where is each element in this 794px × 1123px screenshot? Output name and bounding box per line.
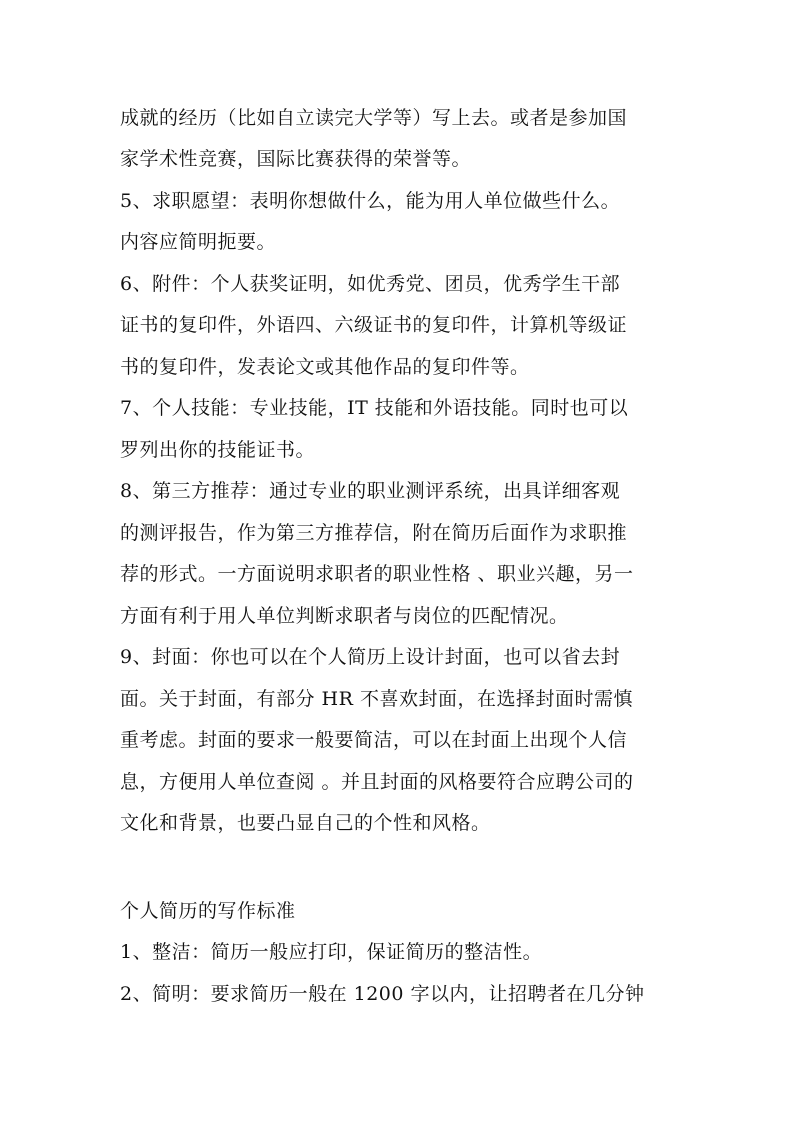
text-line: 内容应简明扼要。	[120, 231, 277, 253]
section-heading: 个人简历的写作标准	[120, 900, 296, 922]
text-line: 重考虑。封面的要求一般要简洁，可以在封面上出现个人信	[120, 729, 628, 751]
text-line: 书的复印件，发表论文或其他作品的复印件等。	[120, 356, 530, 378]
text-line: 1、整洁：简历一般应打印，保证简历的整洁性。	[120, 941, 543, 963]
text-line: 8、第三方推荐：通过专业的职业测评系统，出具详细客观	[120, 480, 621, 502]
text-line: 面。关于封面，有部分 HR 不喜欢封面，在选择封面时需慎	[120, 688, 633, 710]
text-line: 5、求职愿望：表明你想做什么，能为用人单位做些什么。	[120, 190, 621, 212]
text-line: 文化和背景，也要凸显自己的个性和风格。	[120, 812, 491, 834]
text-line: 的测评报告，作为第三方推荐信，附在简历后面作为求职推	[120, 522, 628, 544]
text-line: 9、封面：你也可以在个人简历上设计封面，也可以省去封	[120, 646, 621, 668]
text-line: 成就的经历（比如自立读完大学等）写上去。或者是参加国	[120, 107, 628, 129]
text-line: 家学术性竞赛，国际比赛获得的荣誉等。	[120, 148, 472, 170]
text-line: 7、个人技能：专业技能，IT 技能和外语技能。同时也可以	[120, 397, 629, 419]
text-line: 方面有利于用人单位判断求职者与岗位的匹配情况。	[120, 605, 569, 627]
text-line: 2、简明：要求简历一般在 1200 字以内，让招聘者在几分钟	[120, 983, 645, 1005]
text-line: 6、附件：个人获奖证明，如优秀党、团员，优秀学生干部	[120, 273, 621, 295]
text-line: 荐的形式。一方面说明求职者的职业性格 、职业兴趣，另一	[120, 563, 634, 585]
text-line: 息，方便用人单位查阅 。并且封面的风格要符合应聘公司的	[120, 771, 634, 793]
text-line: 证书的复印件，外语四、六级证书的复印件，计算机等级证	[120, 314, 628, 336]
text-line: 罗列出你的技能证书。	[120, 439, 316, 461]
